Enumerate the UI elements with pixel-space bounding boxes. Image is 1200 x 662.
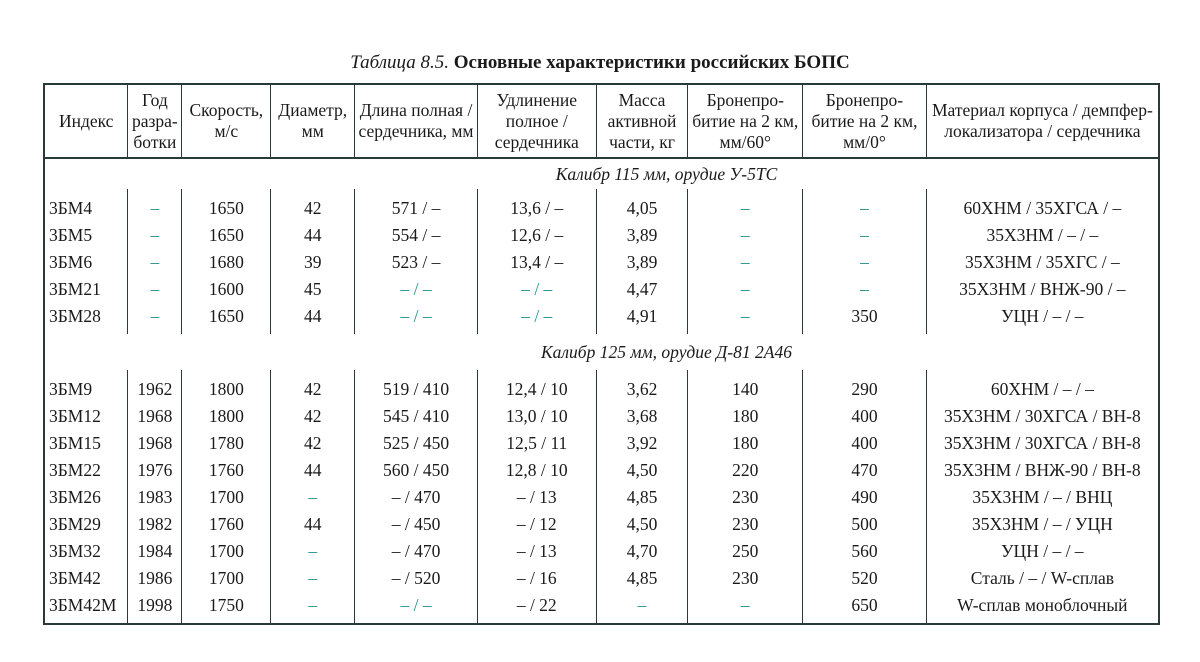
cell-index: 3БМ42М bbox=[44, 592, 128, 624]
cell-year: 1968 bbox=[128, 430, 182, 457]
cell-diameter: 39 bbox=[271, 249, 355, 276]
cell-elongation: – / 16 bbox=[477, 565, 596, 592]
cell-velocity: 1800 bbox=[182, 403, 271, 430]
cell-penetration-0: – bbox=[803, 276, 927, 303]
cell-mass: 4,91 bbox=[596, 303, 688, 334]
cell-elongation: – / 13 bbox=[477, 538, 596, 565]
table-title: Основные характеристики российских БОПС bbox=[453, 52, 850, 73]
cell-velocity: 1650 bbox=[182, 303, 271, 334]
cell-penetration-0: – bbox=[803, 189, 927, 222]
header-penetration-0: Бронепро-битие на 2 км, мм/0° bbox=[803, 84, 927, 158]
cell-year: 1998 bbox=[128, 592, 182, 624]
cell-velocity: 1600 bbox=[182, 276, 271, 303]
cell-length: 560 / 450 bbox=[355, 457, 478, 484]
cell-penetration-0: 400 bbox=[803, 430, 927, 457]
cell-material: Сталь / – / W-сплав bbox=[926, 565, 1159, 592]
cell-velocity: 1700 bbox=[182, 538, 271, 565]
cell-penetration-0: 520 bbox=[803, 565, 927, 592]
cell-material: УЦН / – / – bbox=[926, 538, 1159, 565]
cell-material: W-сплав моноблочный bbox=[926, 592, 1159, 624]
cell-penetration-0: 350 bbox=[803, 303, 927, 334]
cell-elongation: – / – bbox=[477, 276, 596, 303]
table-row bbox=[44, 457, 1159, 484]
cell-diameter: 44 bbox=[271, 457, 355, 484]
cell-mass: 3,68 bbox=[596, 403, 688, 430]
cell-elongation: – / 13 bbox=[477, 484, 596, 511]
cell-penetration-0: 400 bbox=[803, 403, 927, 430]
cell-length: 545 / 410 bbox=[355, 403, 478, 430]
cell-mass: 4,70 bbox=[596, 538, 688, 565]
cell-year: – bbox=[128, 222, 182, 249]
cell-index: 3БМ29 bbox=[44, 511, 128, 538]
cell-diameter: – bbox=[271, 565, 355, 592]
projectile-characteristics-table bbox=[43, 83, 1160, 625]
header-penetration-60: Бронепро-битие на 2 км, мм/60° bbox=[688, 84, 803, 158]
cell-year: – bbox=[128, 249, 182, 276]
cell-velocity: 1700 bbox=[182, 484, 271, 511]
cell-year: 1982 bbox=[128, 511, 182, 538]
cell-length: – / – bbox=[355, 276, 478, 303]
cell-diameter: – bbox=[271, 538, 355, 565]
cell-elongation: 13,0 / 10 bbox=[477, 403, 596, 430]
cell-velocity: 1760 bbox=[182, 511, 271, 538]
cell-penetration-60: 220 bbox=[688, 457, 803, 484]
table-body bbox=[44, 158, 1159, 624]
cell-penetration-60: 230 bbox=[688, 484, 803, 511]
table-row bbox=[44, 222, 1159, 249]
table-row bbox=[44, 249, 1159, 276]
cell-material: 35Х3НМ / ВНЖ-90 / ВН-8 bbox=[926, 457, 1159, 484]
header-year: Год разра-ботки bbox=[128, 84, 182, 158]
cell-penetration-60: 180 bbox=[688, 403, 803, 430]
cell-index: 3БМ9 bbox=[44, 370, 128, 403]
cell-index: 3БМ6 bbox=[44, 249, 128, 276]
cell-penetration-0: 490 bbox=[803, 484, 927, 511]
cell-diameter: 42 bbox=[271, 430, 355, 457]
cell-year: – bbox=[128, 303, 182, 334]
cell-mass: – bbox=[596, 592, 688, 624]
cell-index: 3БМ4 bbox=[44, 189, 128, 222]
cell-penetration-60: – bbox=[688, 249, 803, 276]
table-row bbox=[44, 484, 1159, 511]
cell-diameter: 42 bbox=[271, 370, 355, 403]
cell-penetration-60: 250 bbox=[688, 538, 803, 565]
cell-index: 3БМ28 bbox=[44, 303, 128, 334]
cell-velocity: 1780 bbox=[182, 430, 271, 457]
cell-year: 1976 bbox=[128, 457, 182, 484]
cell-length: 523 / – bbox=[355, 249, 478, 276]
cell-year: 1984 bbox=[128, 538, 182, 565]
cell-material: УЦН / – / – bbox=[926, 303, 1159, 334]
cell-material: 35Х3НМ / 35ХГС / – bbox=[926, 249, 1159, 276]
cell-penetration-0: 650 bbox=[803, 592, 927, 624]
table-row bbox=[44, 511, 1159, 538]
cell-index: 3БМ21 bbox=[44, 276, 128, 303]
cell-mass: 3,89 bbox=[596, 249, 688, 276]
cell-year: – bbox=[128, 189, 182, 222]
cell-length: – / – bbox=[355, 592, 478, 624]
cell-elongation: 12,5 / 11 bbox=[477, 430, 596, 457]
cell-diameter: 42 bbox=[271, 403, 355, 430]
cell-elongation: – / 22 bbox=[477, 592, 596, 624]
cell-index: 3БМ26 bbox=[44, 484, 128, 511]
cell-penetration-60: 140 bbox=[688, 370, 803, 403]
cell-length: – / 520 bbox=[355, 565, 478, 592]
cell-penetration-60: – bbox=[688, 303, 803, 334]
cell-penetration-60: 180 bbox=[688, 430, 803, 457]
cell-penetration-0: – bbox=[803, 249, 927, 276]
cell-mass: 4,50 bbox=[596, 511, 688, 538]
cell-material: 35Х3НМ / ВНЖ-90 / – bbox=[926, 276, 1159, 303]
cell-length: 571 / – bbox=[355, 189, 478, 222]
cell-length: – / 470 bbox=[355, 484, 478, 511]
table-row bbox=[44, 565, 1159, 592]
cell-penetration-60: – bbox=[688, 222, 803, 249]
cell-penetration-0: 470 bbox=[803, 457, 927, 484]
cell-year: 1983 bbox=[128, 484, 182, 511]
cell-velocity: 1750 bbox=[182, 592, 271, 624]
header-row bbox=[44, 84, 1159, 158]
cell-mass: 3,62 bbox=[596, 370, 688, 403]
cell-index: 3БМ15 bbox=[44, 430, 128, 457]
cell-material: 35Х3НМ / 30ХГСА / ВН-8 bbox=[926, 403, 1159, 430]
cell-mass: 4,50 bbox=[596, 457, 688, 484]
cell-penetration-60: 230 bbox=[688, 565, 803, 592]
section-row bbox=[44, 158, 1159, 189]
table-row bbox=[44, 403, 1159, 430]
cell-mass: 3,92 bbox=[596, 430, 688, 457]
cell-velocity: 1650 bbox=[182, 222, 271, 249]
header-material: Материал корпуса / демпфер-локализатора / сердечника bbox=[926, 84, 1159, 158]
cell-velocity: 1760 bbox=[182, 457, 271, 484]
header-diameter: Диаметр, мм bbox=[271, 84, 355, 158]
cell-year: 1962 bbox=[128, 370, 182, 403]
cell-material: 35Х3НМ / – / ВНЦ bbox=[926, 484, 1159, 511]
cell-length: – / 450 bbox=[355, 511, 478, 538]
cell-length: – / 470 bbox=[355, 538, 478, 565]
cell-penetration-60: 230 bbox=[688, 511, 803, 538]
cell-penetration-60: – bbox=[688, 276, 803, 303]
cell-mass: 3,89 bbox=[596, 222, 688, 249]
cell-diameter: 45 bbox=[271, 276, 355, 303]
cell-velocity: 1680 bbox=[182, 249, 271, 276]
cell-diameter: 42 bbox=[271, 189, 355, 222]
cell-mass: 4,47 bbox=[596, 276, 688, 303]
cell-elongation: 12,8 / 10 bbox=[477, 457, 596, 484]
cell-index: 3БМ42 bbox=[44, 565, 128, 592]
cell-mass: 4,05 bbox=[596, 189, 688, 222]
cell-material: 60ХНМ / – / – bbox=[926, 370, 1159, 403]
cell-length: 525 / 450 bbox=[355, 430, 478, 457]
table-row bbox=[44, 538, 1159, 565]
header-length: Длина полная / сердечника, мм bbox=[355, 84, 478, 158]
cell-mass: 4,85 bbox=[596, 565, 688, 592]
cell-index: 3БМ32 bbox=[44, 538, 128, 565]
cell-elongation: 12,4 / 10 bbox=[477, 370, 596, 403]
cell-year: 1986 bbox=[128, 565, 182, 592]
cell-velocity: 1800 bbox=[182, 370, 271, 403]
table-row bbox=[44, 276, 1159, 303]
table-row bbox=[44, 430, 1159, 457]
cell-diameter: – bbox=[271, 484, 355, 511]
cell-length: 519 / 410 bbox=[355, 370, 478, 403]
section-title: Калибр 125 мм, орудие Д-81 2А46 bbox=[541, 342, 792, 362]
cell-index: 3БМ5 bbox=[44, 222, 128, 249]
table-row bbox=[44, 189, 1159, 222]
cell-material: 60ХНМ / 35ХГСА / – bbox=[926, 189, 1159, 222]
cell-index: 3БМ22 bbox=[44, 457, 128, 484]
cell-index: 3БМ12 bbox=[44, 403, 128, 430]
header-index: Индекс bbox=[44, 84, 128, 158]
cell-penetration-0: – bbox=[803, 222, 927, 249]
cell-diameter: – bbox=[271, 592, 355, 624]
table-caption bbox=[0, 52, 1200, 74]
cell-length: 554 / – bbox=[355, 222, 478, 249]
cell-material: 35Х3НМ / 30ХГСА / ВН-8 bbox=[926, 430, 1159, 457]
cell-penetration-0: 500 bbox=[803, 511, 927, 538]
cell-diameter: 44 bbox=[271, 511, 355, 538]
section-row bbox=[44, 334, 1159, 370]
cell-elongation: 13,4 / – bbox=[477, 249, 596, 276]
table-row bbox=[44, 592, 1159, 624]
table-row bbox=[44, 370, 1159, 403]
cell-material: 35Х3НМ / – / – bbox=[926, 222, 1159, 249]
cell-diameter: 44 bbox=[271, 303, 355, 334]
cell-velocity: 1700 bbox=[182, 565, 271, 592]
cell-material: 35Х3НМ / – / УЦН bbox=[926, 511, 1159, 538]
cell-elongation: 13,6 / – bbox=[477, 189, 596, 222]
cell-year: 1968 bbox=[128, 403, 182, 430]
cell-velocity: 1650 bbox=[182, 189, 271, 222]
cell-year: – bbox=[128, 276, 182, 303]
cell-penetration-60: – bbox=[688, 189, 803, 222]
section-title: Калибр 115 мм, орудие У-5ТС bbox=[555, 164, 778, 184]
cell-mass: 4,85 bbox=[596, 484, 688, 511]
table-row bbox=[44, 303, 1159, 334]
cell-length: – / – bbox=[355, 303, 478, 334]
cell-elongation: 12,6 / – bbox=[477, 222, 596, 249]
header-velocity: Скорость, м/с bbox=[182, 84, 271, 158]
cell-elongation: – / 12 bbox=[477, 511, 596, 538]
cell-penetration-60: – bbox=[688, 592, 803, 624]
header-elongation: Удлинение полное / сердечника bbox=[477, 84, 596, 158]
cell-elongation: – / – bbox=[477, 303, 596, 334]
cell-penetration-0: 290 bbox=[803, 370, 927, 403]
cell-penetration-0: 560 bbox=[803, 538, 927, 565]
table-number: Таблица 8.5. bbox=[350, 52, 450, 73]
header-mass: Масса активной части, кг bbox=[596, 84, 688, 158]
cell-diameter: 44 bbox=[271, 222, 355, 249]
